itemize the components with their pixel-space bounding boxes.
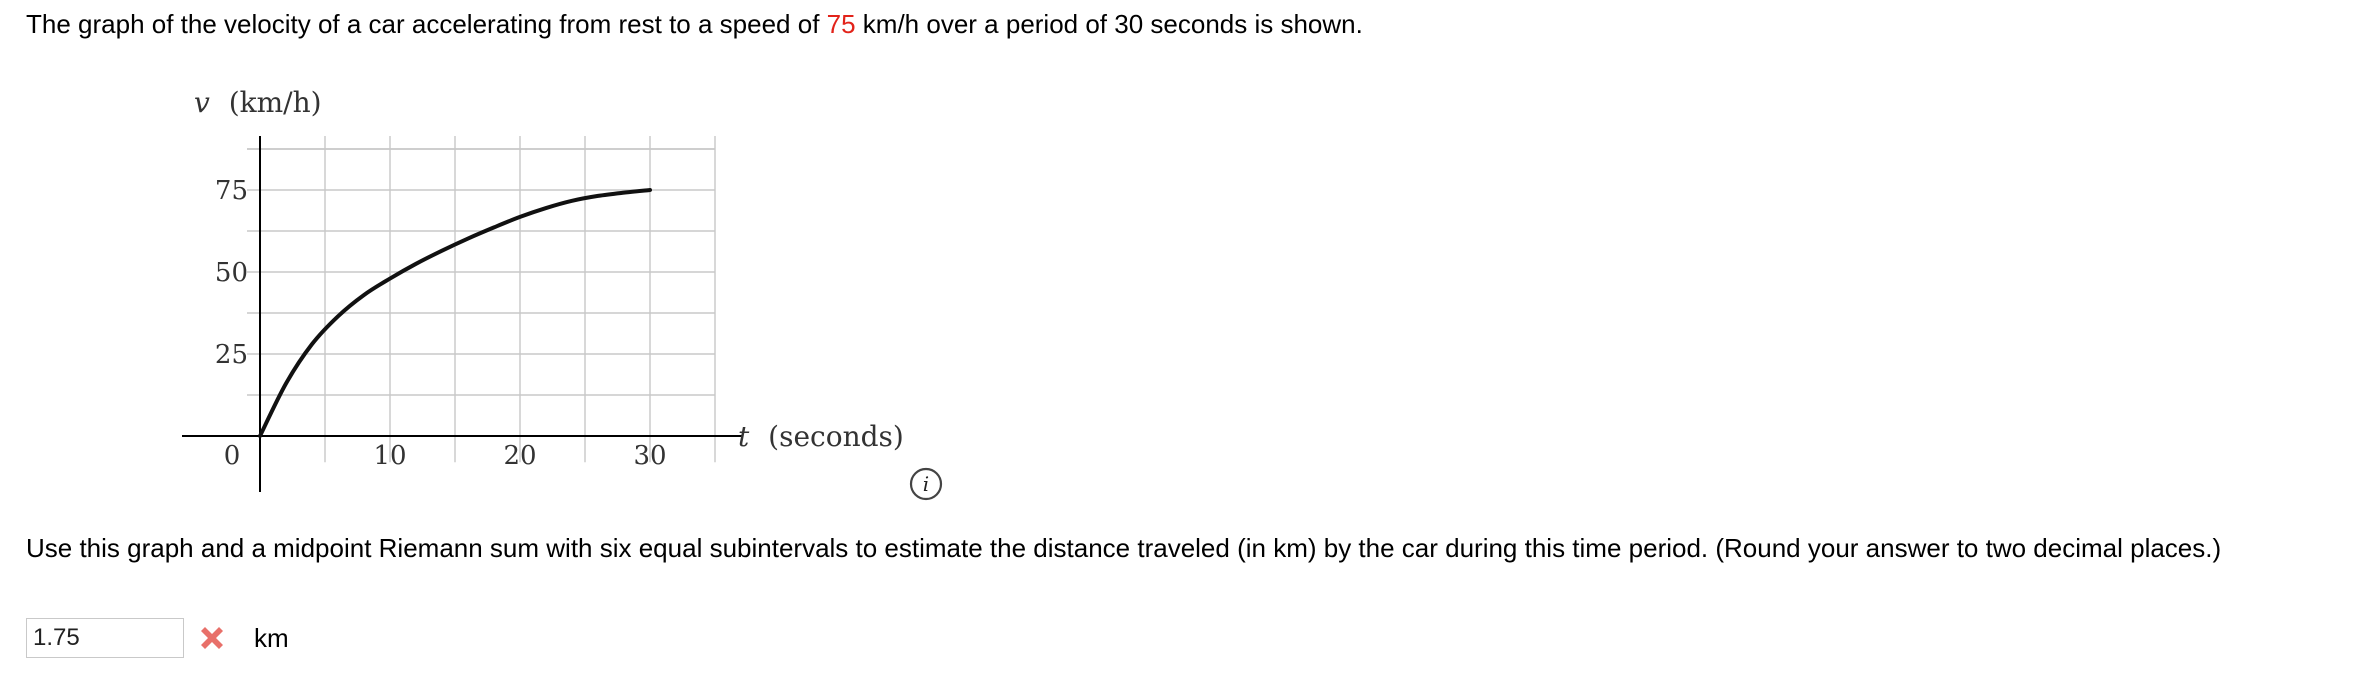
- intro-text-after: km/h over a period of 30 seconds is shown.: [855, 9, 1363, 39]
- incorrect-x-icon: [196, 624, 228, 656]
- x-tick-label: 30: [633, 441, 667, 471]
- velocity-graph: [0, 0, 1000, 520]
- y-axis-label: [194, 86, 322, 119]
- intro-text-before: The graph of the velocity of a car accelerating from rest to a speed of: [26, 9, 827, 39]
- x-axis-variable: t: [738, 420, 750, 453]
- answer-unit: km: [254, 623, 289, 653]
- y-axis-unit: (km/h): [228, 86, 322, 119]
- x-axis-unit: (seconds): [768, 420, 904, 453]
- svg-text:i: i: [922, 472, 930, 496]
- x-tick-label: 10: [373, 441, 407, 471]
- x-axis-label: [738, 420, 904, 453]
- x-tick-label: 0: [223, 441, 241, 471]
- chart-grid: [247, 136, 715, 462]
- y-axis-variable: v: [194, 86, 210, 119]
- x-tick-label: 20: [503, 441, 537, 471]
- answer-input[interactable]: [26, 618, 184, 658]
- y-tick-label: 25: [214, 340, 248, 370]
- chart-tick-labels: [215, 176, 667, 471]
- intro-speed-highlight: 75: [826, 9, 856, 39]
- question-text: Use this graph and a midpoint Riemann sum with six equal subintervals to estimate the distance traveled (in km) by the car during this time period. (Round your answer to two decimal places.): [26, 533, 2222, 563]
- info-icon[interactable]: [911, 469, 941, 499]
- y-tick-label: 50: [214, 258, 248, 288]
- y-tick-label: 75: [214, 176, 248, 206]
